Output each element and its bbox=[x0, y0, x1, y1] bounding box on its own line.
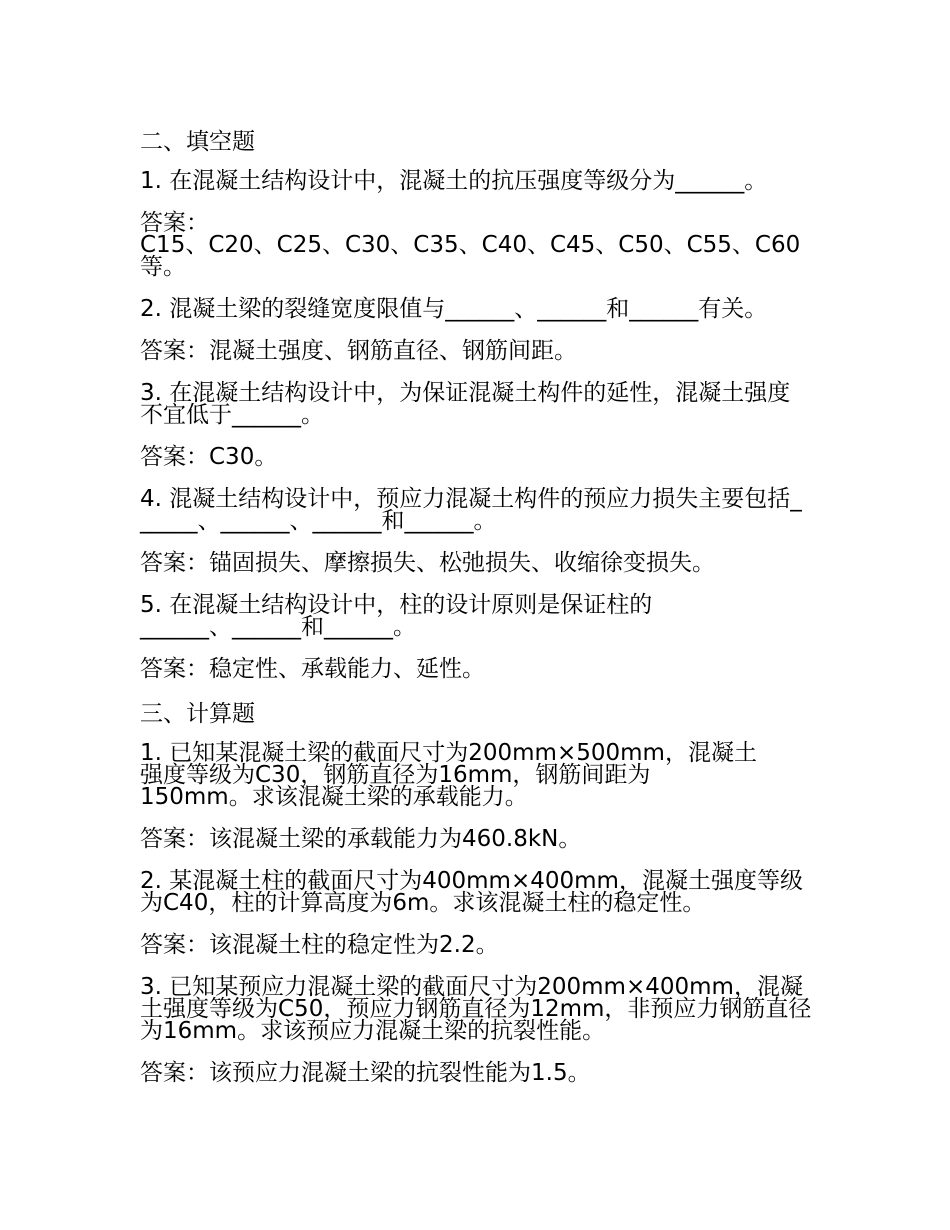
fill-blank-answer-5: 答案：稳定性、承载能力、延性。 bbox=[140, 656, 485, 682]
fill-blank-question-2: 2. 混凝土梁的裂缝宽度限值与______、______和______有关。 bbox=[140, 296, 768, 322]
document-page bbox=[140, 128, 812, 1104]
section-title-calculation: 三、计算题 bbox=[140, 701, 255, 727]
calculation-question-3: 3. 已知某预应力混凝土梁的截面尺寸为200mm×400mm，混凝土强度等级为C50，预应力钢筋直径为12mm，非预应力钢筋直径为16mm。求该预应力混凝土梁的抗裂性能。 bbox=[140, 974, 812, 1044]
fill-blank-question-5 bbox=[140, 594, 812, 638]
calculation-question-1 bbox=[140, 742, 812, 808]
fill-blank-question-3: 3. 在混凝土结构设计中，为保证混凝土构件的延性，混凝土强度不宜低于______。 bbox=[140, 380, 791, 428]
answer-label: 答案： bbox=[140, 210, 209, 236]
calculation-question-2: 2. 某混凝土柱的截面尺寸为400mm×400mm，混凝土强度等级为C40，柱的计算高度为6m。求该混凝土柱的稳定性。 bbox=[140, 868, 803, 916]
question-line: ______、______和______。 bbox=[140, 614, 416, 640]
fill-blank-answer-1 bbox=[140, 212, 812, 278]
question-line: 强度等级为C30，钢筋直径为16mm，钢筋间距为 bbox=[140, 762, 651, 788]
fill-blank-question-1: 1. 在混凝土结构设计中，混凝土的抗压强度等级分为______。 bbox=[140, 168, 768, 194]
answer-text: C15、C20、C25、C30、C35、C40、C45、C50、C55、C60等。 bbox=[140, 232, 801, 280]
calculation-answer-3: 答案：该预应力混凝土梁的抗裂性能为1.5。 bbox=[140, 1060, 591, 1086]
section-title-fill-blank: 二、填空题 bbox=[140, 129, 255, 155]
fill-blank-answer-2: 答案：混凝土强度、钢筋直径、钢筋间距。 bbox=[140, 338, 577, 364]
fill-blank-answer-3: 答案：C30。 bbox=[140, 444, 278, 470]
fill-blank-answer-4: 答案：锚固损失、摩擦损失、松弛损失、收缩徐变损失。 bbox=[140, 550, 715, 576]
fill-blank-question-4: 4. 混凝土结构设计中，预应力混凝土构件的预应力损失主要包括______、______、______和______。 bbox=[140, 486, 802, 534]
question-line: 5. 在混凝土结构设计中，柱的设计原则是保证柱的 bbox=[140, 592, 653, 618]
question-line: 150mm。求该混凝土梁的承载能力。 bbox=[140, 784, 528, 810]
question-line: 1. 已知某混凝土梁的截面尺寸为200mm×500mm，混凝土 bbox=[140, 740, 757, 766]
calculation-answer-1: 答案：该混凝土梁的承载能力为460.8kN。 bbox=[140, 826, 582, 852]
calculation-answer-2: 答案：该混凝土柱的稳定性为2.2。 bbox=[140, 932, 499, 958]
